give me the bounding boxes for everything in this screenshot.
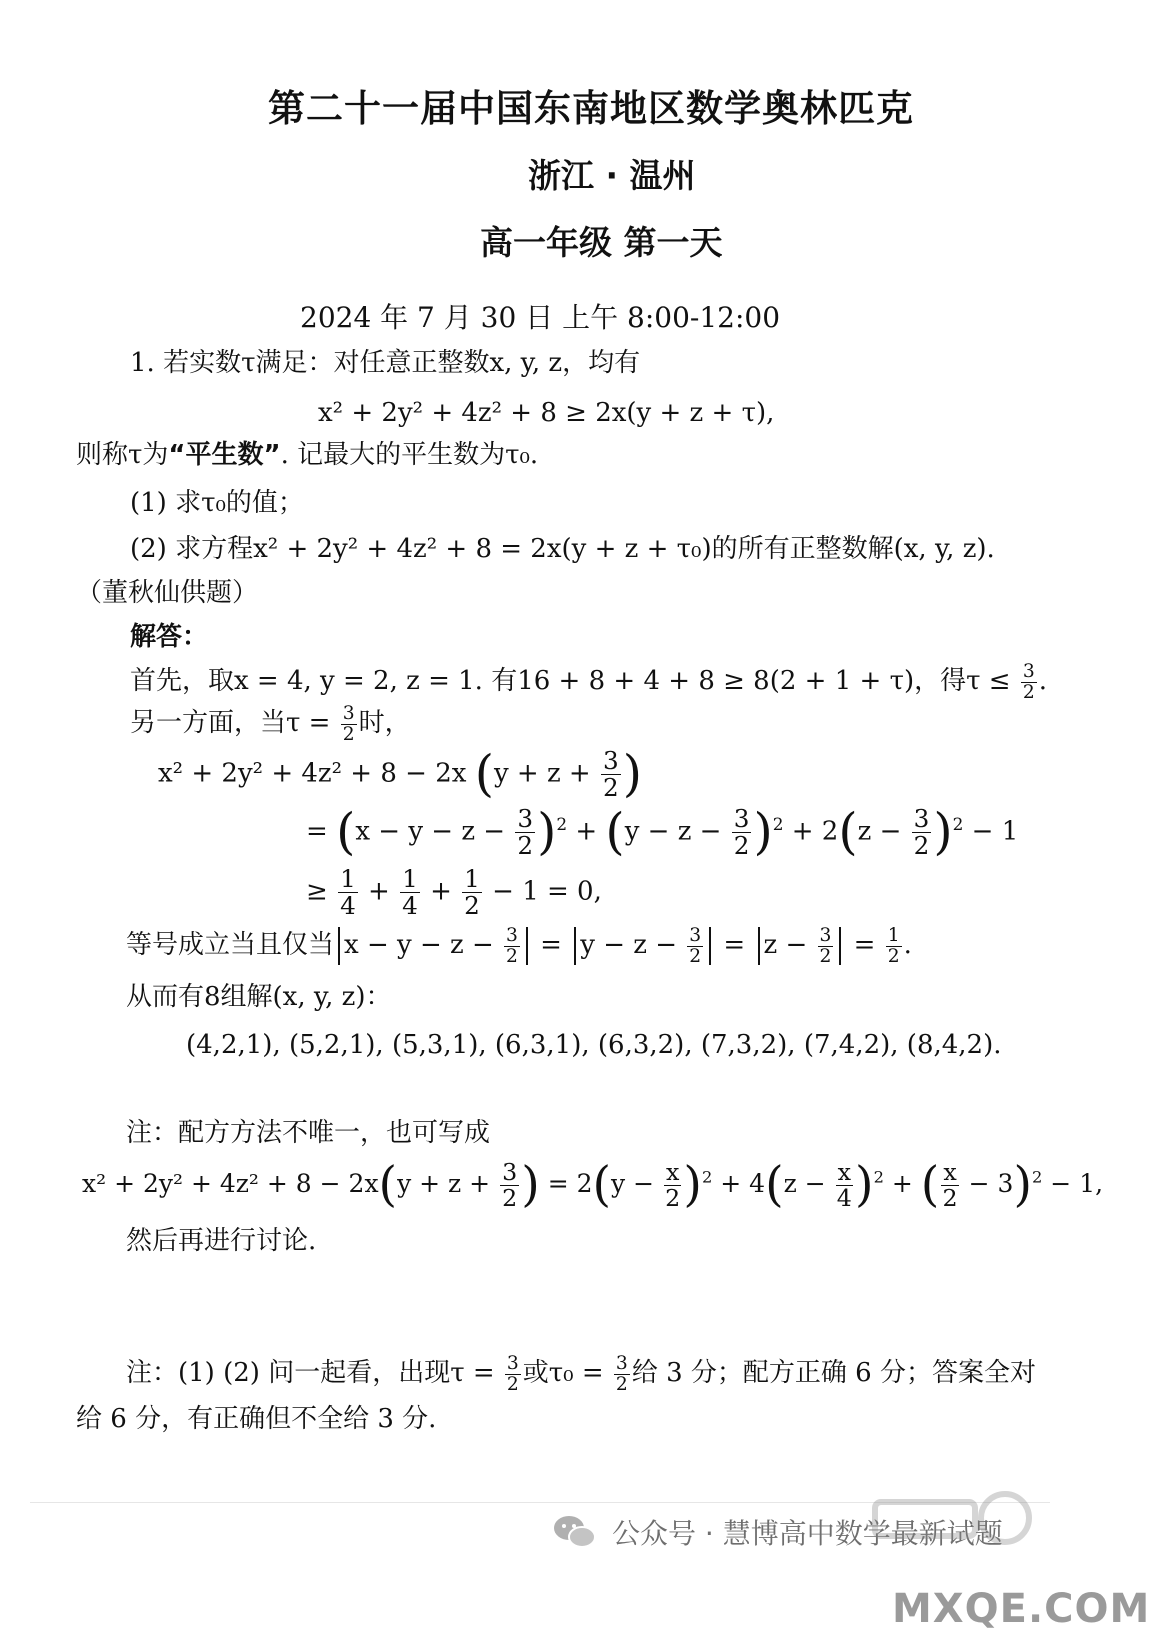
note-1-text: 注：配方方法不唯一，也可写成 [126, 1118, 491, 1148]
definition-term: “平生数” [168, 440, 281, 470]
note-2-mid: 或τ₀ = [522, 1358, 612, 1389]
expansion-result: − 1 = 0, [492, 876, 602, 907]
definition-suffix: . 记最大的平生数为τ₀. [280, 440, 539, 470]
equality-prefix: 等号成立当且仅当 [126, 930, 335, 961]
solution-line-1-text: 首先，取x = 4, y = 2, z = 1. 有16 + 8 + 4 + 8 ≥ 8(2 + 1 + τ)，得τ ≤ [130, 666, 1019, 697]
solutions-intro: 从而有8组解(x, y, z)： [126, 982, 392, 1012]
problem-author: （董秋仙供题） [76, 578, 259, 608]
solution-line-1: 首先，取x = 4, y = 2, z = 1. 有16 + 8 + 4 + 8 ≥ 8(2 + 1 + τ)，得τ ≤ $\frac{3}{2}$ . [130, 661, 1047, 703]
wechat-icon [552, 1513, 598, 1551]
solution-line-2-suffix: 时， [358, 708, 411, 739]
expansion-line-3: ≥ $\frac{1}{4}$ + $\frac{1}{4}$ + $\frac{1}{2}$ − 1 = 0, [306, 864, 602, 920]
note-2-line-2: 给 6 分，有正确但不全给 3 分. [76, 1404, 437, 1434]
equality-condition: 等号成立当且仅当 x − y − z − $\frac{3}{2}$ = y − z − $\frac{3}{2}$ = z − $\frac{3}{2}$ = $\frac{1}{2}$ . [126, 925, 912, 967]
note-2-prefix: 注：(1) (2) 问一起看，出现τ = [126, 1358, 503, 1389]
solutions-list: (4,2,1), (5,2,1), (5,3,1), (6,3,1), (6,3,2), (7,3,2), (7,4,2), (8,4,2). [186, 1030, 1002, 1060]
note-2-line-1: 注：(1) (2) 问一起看，出现τ = $\frac{3}{2}$ 或τ₀ = $\frac{3}{2}$ 给 3 分；配方正确 6 分；答案全对 [126, 1353, 1036, 1395]
note-1-after: 然后再进行讨论. [126, 1226, 317, 1256]
solution-heading: 解答： [130, 622, 209, 652]
square-term-a: x − y − z − [355, 816, 506, 847]
expansion-lhs: x² + 2y² + 4z² + 8 − 2x [158, 758, 467, 789]
square-term-c: z − [857, 816, 902, 847]
watermark-domain: MXQE.COM [892, 1586, 1150, 1632]
solution-line-2-prefix: 另一方面，当τ = [130, 708, 339, 739]
expansion-inner: y + z + [493, 758, 591, 789]
problem-definition [76, 440, 538, 471]
document-title: 第二十一届中国东南地区数学奥林匹克 [268, 87, 914, 130]
grade-day-subtitle: 高一年级 第一天 [480, 223, 723, 262]
problem-inequality: x² + 2y² + 4z² + 8 ≥ 2x(y + z + τ), [318, 398, 775, 428]
expansion-line-2: = (x − y − z − $\frac{3}{2}$ )$^2$ + (y − z − $\frac{3}{2}$ )$^2$ + 2(z − $\frac{3}{2}$ )$^2$ − 1 [306, 802, 1019, 861]
definition-prefix: 则称τ为 [76, 440, 169, 470]
solution-line-2 [130, 704, 411, 744]
exam-datetime: 2024 年 7 月 30 日 上午 8:00-12:00 [300, 301, 781, 334]
fraction-three-halves: $\frac{3}{2}$ [342, 703, 355, 745]
problem-intro: 1. 若实数τ满足：对任意正整数x, y, z，均有 [130, 348, 641, 378]
source-account: 公众号 · 慧博高中数学最新试题 [612, 1517, 1003, 1550]
location-subtitle: 浙江 · 温州 [528, 156, 696, 195]
alternative-completion: x² + 2y² + 4z² + 8 − 2x(y + z + $\frac{3}{2}$ ) = 2(y − $\frac{x}{2}$ )$^2$ + 4(z − $\frac{x}{4}$ )$^2$ + ( $\frac{x}{2}$ − 3)$^2$ − 1, [82, 1157, 1104, 1213]
answer-circle-logo [865, 1480, 1035, 1590]
square-term-b: y − z − [624, 816, 722, 847]
expansion-line-1: x² + 2y² + 4z² + 8 − 2x (y + z + $\frac{3}{2}$ ) [158, 744, 642, 803]
note-2-suffix: 给 3 分；配方正确 6 分；答案全对 [631, 1358, 1036, 1389]
question-2: (2) 求方程x² + 2y² + 4z² + 8 = 2x(y + z + τ₀)的所有正整数解(x, y, z). [130, 534, 995, 564]
fraction-three-halves: $\frac{3}{2}$ [1022, 661, 1035, 703]
question-1: (1) 求τ₀的值； [130, 488, 304, 518]
